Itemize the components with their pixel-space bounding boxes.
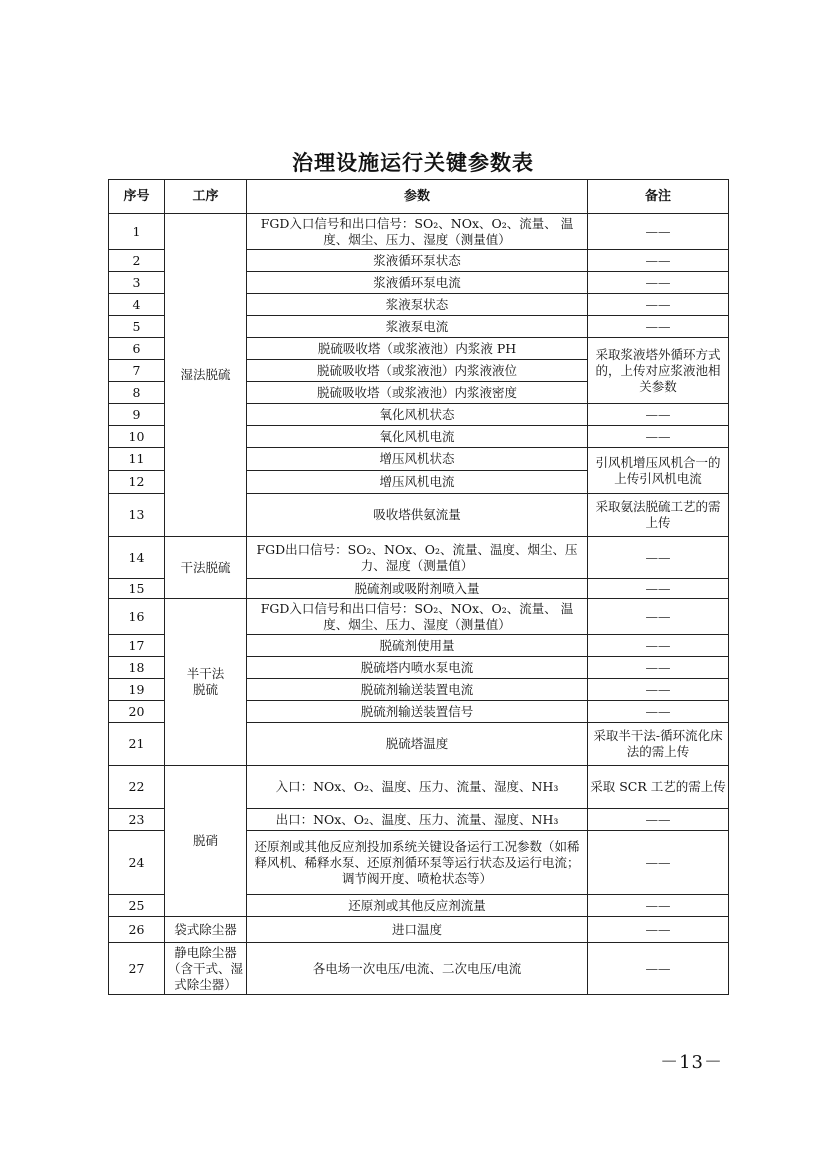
row-no: 14	[109, 537, 165, 579]
header-process: 工序	[165, 180, 247, 214]
process-denox: 脱硝	[165, 766, 247, 917]
row-no: 19	[109, 679, 165, 701]
row-param: 脱硫吸收塔（或浆液池）内浆液液位	[247, 360, 588, 382]
row-no: 27	[109, 943, 165, 995]
parameter-table	[108, 179, 729, 995]
row-note: ——	[588, 701, 729, 723]
row-note: ——	[588, 809, 729, 831]
row-no: 13	[109, 494, 165, 537]
note-fan: 引风机增压风机合一的上传引风机电流	[588, 448, 729, 494]
row-param: 浆液循环泵状态	[247, 250, 588, 272]
table-row	[109, 917, 729, 943]
row-note: ——	[588, 943, 729, 995]
row-param: 入口：NOx、O₂、温度、压力、流量、湿度、NH₃	[247, 766, 588, 809]
row-no: 11	[109, 448, 165, 471]
row-note: ——	[588, 426, 729, 448]
row-no: 17	[109, 635, 165, 657]
row-param: FGD入口信号和出口信号：SO₂、NOx、O₂、流量、 温度、烟尘、压力、湿度（测量值）	[247, 214, 588, 250]
row-param: 浆液泵电流	[247, 316, 588, 338]
row-note: ——	[588, 316, 729, 338]
row-no: 20	[109, 701, 165, 723]
table-row	[109, 214, 729, 250]
row-no: 5	[109, 316, 165, 338]
row-note: ——	[588, 537, 729, 579]
row-param: 还原剂或其他反应剂流量	[247, 895, 588, 917]
row-param: 氧化风机电流	[247, 426, 588, 448]
row-note: ——	[588, 599, 729, 635]
row-param: 脱硫剂或吸附剂喷入量	[247, 579, 588, 599]
row-no: 9	[109, 404, 165, 426]
row-param: FGD出口信号：SO₂、NOx、O₂、流量、温度、烟尘、压力、湿度（测量值）	[247, 537, 588, 579]
row-note: ——	[588, 250, 729, 272]
process-dry: 干法脱硫	[165, 537, 247, 599]
row-no: 23	[109, 809, 165, 831]
row-param: 各电场一次电压/电流、二次电压/电流	[247, 943, 588, 995]
header-param: 参数	[247, 180, 588, 214]
row-param: 出口：NOx、O₂、温度、压力、流量、湿度、NH₃	[247, 809, 588, 831]
page-number: －13－	[660, 1052, 723, 1073]
row-no: 12	[109, 471, 165, 494]
row-note: ——	[588, 294, 729, 316]
process-esp: 静电除尘器（含干式、湿式除尘器）	[165, 943, 247, 995]
row-no: 10	[109, 426, 165, 448]
row-note: ——	[588, 579, 729, 599]
note-ammonia: 采取氨法脱硫工艺的需上传	[588, 494, 729, 537]
row-no: 1	[109, 214, 165, 250]
row-param: 增压风机电流	[247, 471, 588, 494]
row-param: 氧化风机状态	[247, 404, 588, 426]
row-param: 进口温度	[247, 917, 588, 943]
header-note: 备注	[588, 180, 729, 214]
row-no: 2	[109, 250, 165, 272]
row-no: 18	[109, 657, 165, 679]
row-note: ——	[588, 679, 729, 701]
row-no: 25	[109, 895, 165, 917]
row-no: 26	[109, 917, 165, 943]
row-note: ——	[588, 895, 729, 917]
row-param: 脱硫剂输送装置电流	[247, 679, 588, 701]
row-no: 7	[109, 360, 165, 382]
table-row	[109, 537, 729, 579]
process-bag-filter: 袋式除尘器	[165, 917, 247, 943]
table-row	[109, 943, 729, 995]
note-slurry: 采取浆液塔外循环方式的，上传对应浆液池相关参数	[588, 338, 729, 404]
row-param: 吸收塔供氨流量	[247, 494, 588, 537]
page-title: 治理设施运行关键参数表	[292, 150, 534, 175]
table-header-row	[109, 180, 729, 214]
row-no: 21	[109, 723, 165, 766]
row-no: 22	[109, 766, 165, 809]
row-note: ——	[588, 917, 729, 943]
row-param: 还原剂或其他反应剂投加系统关键设备运行工况参数（如稀释风机、稀释水泵、还原剂循环泵等运行状态及运行电流；调节阀开度、喷枪状态等）	[247, 831, 588, 895]
table-row	[109, 766, 729, 809]
process-wet: 湿法脱硫	[165, 214, 247, 537]
row-no: 6	[109, 338, 165, 360]
row-param: 脱硫塔温度	[247, 723, 588, 766]
note-semi-dry: 采取半干法-循环流化床法的需上传	[588, 723, 729, 766]
row-param: 脱硫吸收塔（或浆液池）内浆液密度	[247, 382, 588, 404]
row-param: FGD入口信号和出口信号：SO₂、NOx、O₂、流量、 温度、烟尘、压力、湿度（测量值）	[247, 599, 588, 635]
table-row	[109, 599, 729, 635]
row-param: 脱硫剂输送装置信号	[247, 701, 588, 723]
row-no: 4	[109, 294, 165, 316]
row-no: 24	[109, 831, 165, 895]
row-note: ——	[588, 404, 729, 426]
row-param: 增压风机状态	[247, 448, 588, 471]
row-note: ——	[588, 635, 729, 657]
row-param: 浆液泵状态	[247, 294, 588, 316]
row-param: 脱硫塔内喷水泵电流	[247, 657, 588, 679]
row-param: 脱硫剂使用量	[247, 635, 588, 657]
row-note: ——	[588, 831, 729, 895]
row-no: 15	[109, 579, 165, 599]
row-note: ——	[588, 657, 729, 679]
row-param: 浆液循环泵电流	[247, 272, 588, 294]
process-semi-dry: 半干法 脱硫	[165, 599, 247, 766]
row-note: ——	[588, 272, 729, 294]
row-no: 16	[109, 599, 165, 635]
row-no: 3	[109, 272, 165, 294]
note-scr: 采取 SCR 工艺的需上传	[588, 766, 729, 809]
header-no: 序号	[109, 180, 165, 214]
row-param: 脱硫吸收塔（或浆液池）内浆液 PH	[247, 338, 588, 360]
row-no: 8	[109, 382, 165, 404]
row-note: ——	[588, 214, 729, 250]
